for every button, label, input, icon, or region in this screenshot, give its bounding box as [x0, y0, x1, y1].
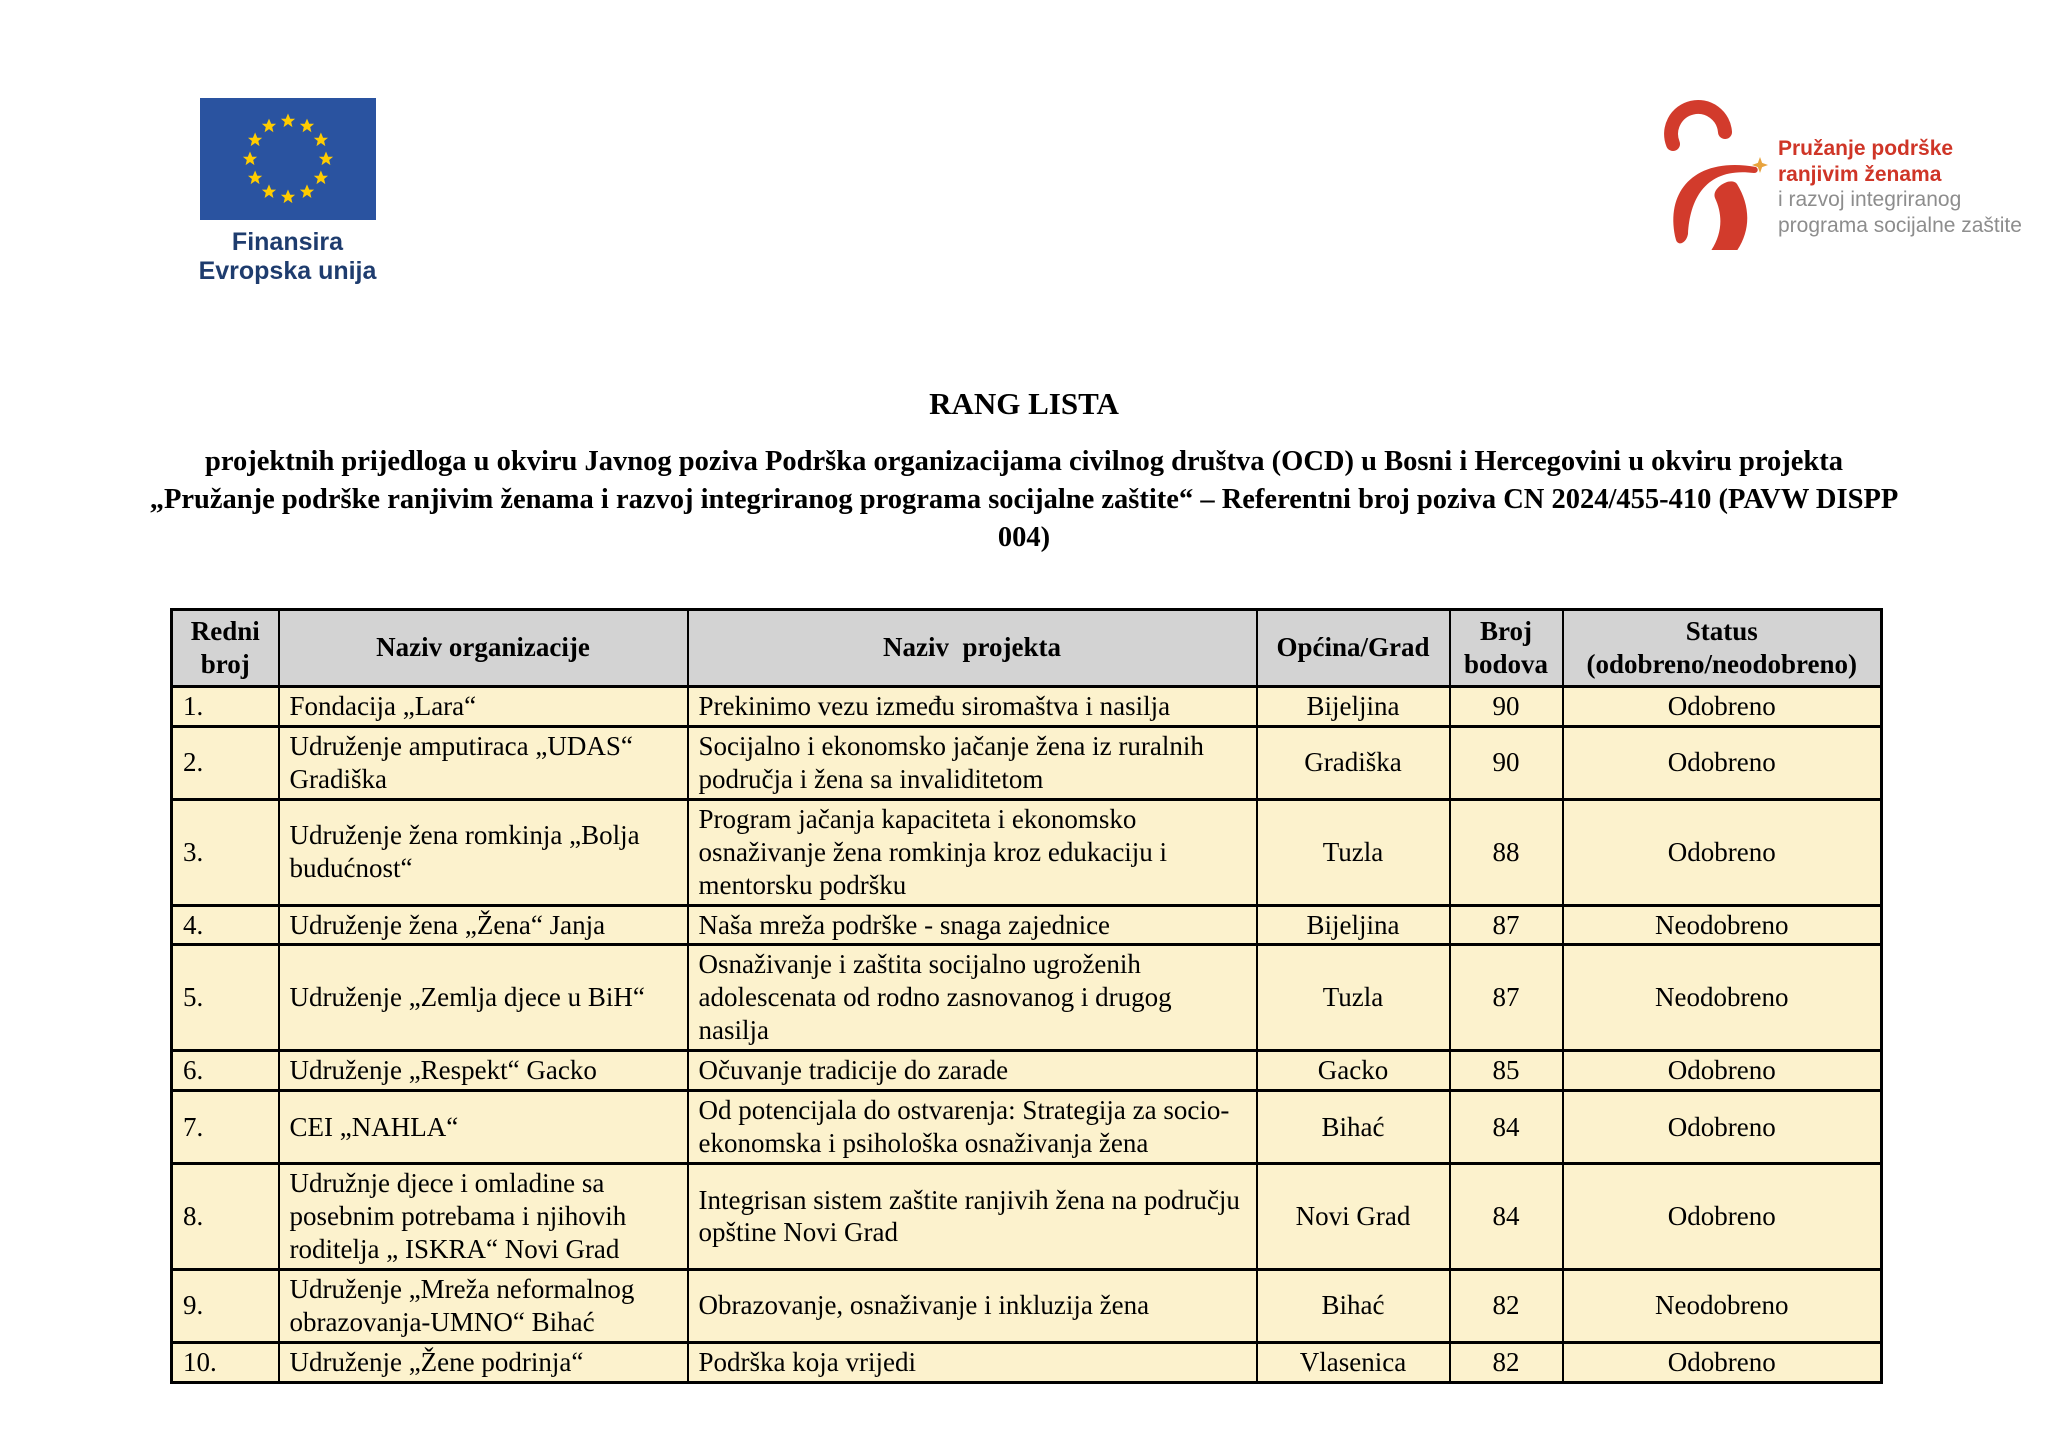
eu-caption	[190, 228, 385, 285]
cell-points: 87	[1450, 945, 1563, 1051]
cell-proj: Podrška koja vrijedi	[688, 1342, 1257, 1382]
cell-city: Vlasenica	[1257, 1342, 1450, 1382]
cell-org: Udruženje žena romkinja „Bolja budućnost“	[279, 799, 688, 905]
cell-proj: Očuvanje tradicije do zarade	[688, 1051, 1257, 1091]
header-organizacija: Naziv organizacije	[279, 610, 688, 687]
page-subtitle: projektnih prijedloga u okviru Javnog poziva Podrška organizacijama civilnog društva (OCD) u Bosni i Hercegovini u okviru projekta „Pružanje podrške ranjivim ženama i razvoj integriranog programa socijalne zaštite“ – Referentni broj poziva CN 2024/455-410 (PAVW DISPP 004)	[149, 446, 1899, 553]
cell-num: 8.	[172, 1164, 279, 1270]
cell-points: 84	[1450, 1091, 1563, 1164]
header-opcina-grad: Općina/Grad	[1257, 610, 1450, 687]
header-status: Status (odobreno/neodobreno)	[1563, 610, 1882, 687]
cell-status: Neodobreno	[1563, 1269, 1882, 1342]
cell-points: 82	[1450, 1342, 1563, 1382]
cell-org: CEI „NAHLA“	[279, 1091, 688, 1164]
cell-org: Udruženje žena „Žena“ Janja	[279, 905, 688, 945]
cell-status: Odobreno	[1563, 1342, 1882, 1382]
cell-org: Udruženje „Žene podrinja“	[279, 1342, 688, 1382]
cell-num: 2.	[172, 726, 279, 799]
cell-city: Bihać	[1257, 1269, 1450, 1342]
cell-points: 90	[1450, 686, 1563, 726]
eu-caption-line1: Finansira	[231, 228, 344, 256]
table-row	[172, 726, 1882, 799]
cell-points: 84	[1450, 1164, 1563, 1270]
woman-swoosh-icon	[1640, 92, 1768, 250]
page-title: RANG LISTA	[929, 386, 1119, 421]
eu-flag-icon	[200, 98, 376, 220]
cell-org: Udruženje „Zemlja djece u BiH“	[279, 945, 688, 1051]
cell-num: 6.	[172, 1051, 279, 1091]
cell-num: 10.	[172, 1342, 279, 1382]
partner-line3: i razvoj integriranog	[1778, 188, 1962, 212]
cell-org: Udruženje „Mreža neformalnog obrazovanja-UMNO“ Bihać	[279, 1269, 688, 1342]
cell-org: Udružnje djece i omladine sa posebnim potrebama i njihovih roditelja „ ISKRA“ Novi Grad	[279, 1164, 688, 1270]
cell-num: 7.	[172, 1091, 279, 1164]
cell-city: Gradiška	[1257, 726, 1450, 799]
cell-status: Odobreno	[1563, 726, 1882, 799]
cell-proj: Program jačanja kapaciteta i ekonomsko osnaživanje žena romkinja kroz edukaciju i mentorsku podršku	[688, 799, 1257, 905]
cell-points: 88	[1450, 799, 1563, 905]
cell-status: Neodobreno	[1563, 945, 1882, 1051]
header-broj-bodova: Broj bodova	[1450, 610, 1563, 687]
table-row	[172, 1269, 1882, 1342]
cell-org: Udruženje amputiraca „UDAS“ Gradiška	[279, 726, 688, 799]
header-redni-broj: Redni broj	[172, 610, 279, 687]
table-row	[172, 945, 1882, 1051]
table-header-row	[172, 610, 1882, 687]
cell-org: Udruženje „Respekt“ Gacko	[279, 1051, 688, 1091]
table-row	[172, 1091, 1882, 1164]
cell-num: 5.	[172, 945, 279, 1051]
partner-programme-logo	[1640, 92, 2022, 250]
cell-status: Odobreno	[1563, 799, 1882, 905]
cell-num: 3.	[172, 799, 279, 905]
header-projekat: Naziv projekta	[688, 610, 1257, 687]
cell-org: Fondacija „Lara“	[279, 686, 688, 726]
table-row	[172, 1164, 1882, 1270]
table-row	[172, 1342, 1882, 1382]
table-row	[172, 799, 1882, 905]
cell-proj: Prekinimo vezu između siromaštva i nasilja	[688, 686, 1257, 726]
cell-proj: Osnaživanje i zaštita socijalno ugroženih adolescenata od rodno zasnovanog i drugog nasilja	[688, 945, 1257, 1051]
cell-status: Odobreno	[1563, 1051, 1882, 1091]
cell-points: 85	[1450, 1051, 1563, 1091]
partner-line1: Pružanje podrške	[1778, 137, 1954, 160]
cell-city: Bijeljina	[1257, 905, 1450, 945]
cell-points: 82	[1450, 1269, 1563, 1342]
eu-funding-logo	[190, 98, 385, 285]
cell-num: 1.	[172, 686, 279, 726]
cell-city: Novi Grad	[1257, 1164, 1450, 1270]
cell-city: Bijeljina	[1257, 686, 1450, 726]
cell-city: Tuzla	[1257, 799, 1450, 905]
cell-status: Neodobreno	[1563, 905, 1882, 945]
ranking-table	[170, 608, 1883, 1384]
partner-line4: programa socijalne zaštite	[1778, 213, 2022, 237]
cell-num: 4.	[172, 905, 279, 945]
cell-points: 90	[1450, 726, 1563, 799]
cell-status: Odobreno	[1563, 686, 1882, 726]
cell-city: Gacko	[1257, 1051, 1450, 1091]
cell-city: Bihać	[1257, 1091, 1450, 1164]
cell-proj: Od potencijala do ostvarenja: Strategija za socio-ekonomska i psihološka osnaživanja žena	[688, 1091, 1257, 1164]
cell-status: Odobreno	[1563, 1164, 1882, 1270]
cell-points: 87	[1450, 905, 1563, 945]
cell-proj: Socijalno i ekonomsko jačanje žena iz ruralnih područja i žena sa invaliditetom	[688, 726, 1257, 799]
cell-status: Odobreno	[1563, 1091, 1882, 1164]
eu-caption-line2: Evropska unija	[198, 256, 377, 285]
cell-proj: Obrazovanje, osnaživanje i inkluzija žena	[688, 1269, 1257, 1342]
partner-line2: ranjivim ženama	[1778, 162, 1942, 186]
cell-num: 9.	[172, 1269, 279, 1342]
table-row	[172, 686, 1882, 726]
cell-proj: Integrisan sistem zaštite ranjivih žena na području opštine Novi Grad	[688, 1164, 1257, 1270]
partner-logo-text	[1778, 92, 2022, 238]
table-row	[172, 1051, 1882, 1091]
table-row	[172, 905, 1882, 945]
cell-proj: Naša mreža podrške - snaga zajednice	[688, 905, 1257, 945]
cell-city: Tuzla	[1257, 945, 1450, 1051]
